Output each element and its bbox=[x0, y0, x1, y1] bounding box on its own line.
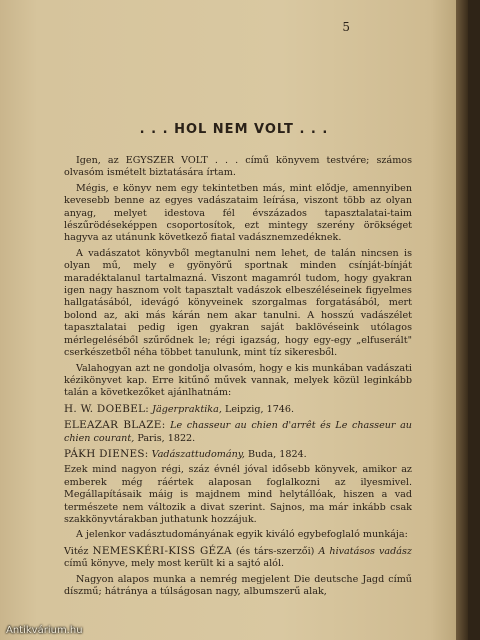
reference-author: PÁKH DIENES: bbox=[64, 447, 149, 460]
reference-title: Vadászattudomány, bbox=[151, 448, 245, 460]
reference-title: Le chasseur au chien d'arrêt és Le chasseur au chien courant, bbox=[64, 420, 412, 444]
reference-author: H. W. DOEBEL: bbox=[64, 402, 150, 415]
reference-prefix: Vitéz bbox=[64, 545, 89, 557]
reference-rest: című könyve, mely most került ki a sajtó alól. bbox=[64, 558, 285, 570]
reference-author: ELEAZAR BLAZE: bbox=[64, 419, 166, 432]
paragraph-5: Ezek mind nagyon régi, száz évnél jóval idősebb könyvek, amikor az emberek még ráértek alaposan foglalkozni az ilyesmivel. Megállapításaik máig is majdnem mind helytállóak, hiszen a vad természete nem változik a divat szerint. Sajnos, ma már inkább csak szakkönyvtárakban juthatunk hozzájuk. bbox=[64, 464, 412, 525]
paragraph-2: Mégis, e könyv nem egy tekintetben más, mint elődje, amennyiben kevesebb benne az egyes vadászataim leírása, viszont több az olyan anyag, melyet idestova fél évszázados tapasztalatai-taim lészűrödéseképpen csoportosítok, ezt mintegy szerény örökséget hagyva az utánunk következő fiatal vadásznemzedéknek. bbox=[64, 182, 412, 244]
paragraph-7: Nagyon alapos munka a nemrég megjelent Die deutsche Jagd című díszmű; hátránya a túlságosan nagy, albumszerű alak, bbox=[64, 573, 412, 597]
paragraph-6: A jelenkor vadásztudományának egyik kiváló egybefoglaló munkája: bbox=[76, 529, 408, 541]
chapter-body bbox=[64, 155, 412, 601]
reference-author: NEMESKÉRI-KISS GÉZA bbox=[92, 544, 232, 557]
reference-imprint: Buda, 1824. bbox=[248, 448, 307, 460]
page-number: 5 bbox=[342, 20, 350, 34]
page-edge-shadow bbox=[456, 0, 468, 640]
reference-title: A hivatásos vadász bbox=[318, 545, 412, 557]
paragraph-4: Valahogyan azt ne gondolja olvasóm, hogy e kis munkában vadászati kézikönyvet kap. Erre kitűnő művek vannak, melyek közül leginkább talán a következőket ajánlhatnám: bbox=[64, 362, 412, 399]
reference-blaze bbox=[64, 419, 412, 445]
reference-coauthors: (és társ-szerzői) bbox=[235, 545, 315, 557]
paragraph-3: A vadászatot könyvből megtanulni nem lehet, de talán nincsen is olyan mű, mely e gyönyörű sportnak minden csínját-bínját maradéktalanul tartalmazná. Viszont magamról tudom, hogy gyakran igen nagy hasznom volt tapasztalt vadászok elbeszéléseinek figyelmes hallgatásából, idevágó könyveinek szorgalmas forgatásából, mert bolond az, aki más kárán nem akar tanulni. A hosszú vadászélet tapasztalatai pedig igen gyakran saját baklövéseink utólagos mérlegeléséből szűrődnek le; régi igazság, hogy egy-egy „elfuserált" cserkészetből néha többet tanulunk, mint tíz sikeresből. bbox=[64, 247, 412, 359]
reference-imprint: Leipzig, 1746. bbox=[224, 403, 295, 415]
reference-title: Jägerpraktika, bbox=[152, 403, 222, 415]
reference-nemeskeri bbox=[64, 545, 412, 571]
watermark: Antikvárium.hu bbox=[6, 625, 83, 636]
reference-doebel bbox=[64, 403, 412, 416]
chapter-heading: . . . HOL NEM VOLT . . . bbox=[139, 122, 329, 137]
reference-imprint: Paris, 1822. bbox=[137, 432, 196, 444]
paragraph-1: Igen, az EGYSZER VOLT . . . című könyvem testvére; számos olvasóm ismételt biztatására írtam. bbox=[64, 155, 412, 179]
reference-pakh bbox=[64, 448, 412, 461]
